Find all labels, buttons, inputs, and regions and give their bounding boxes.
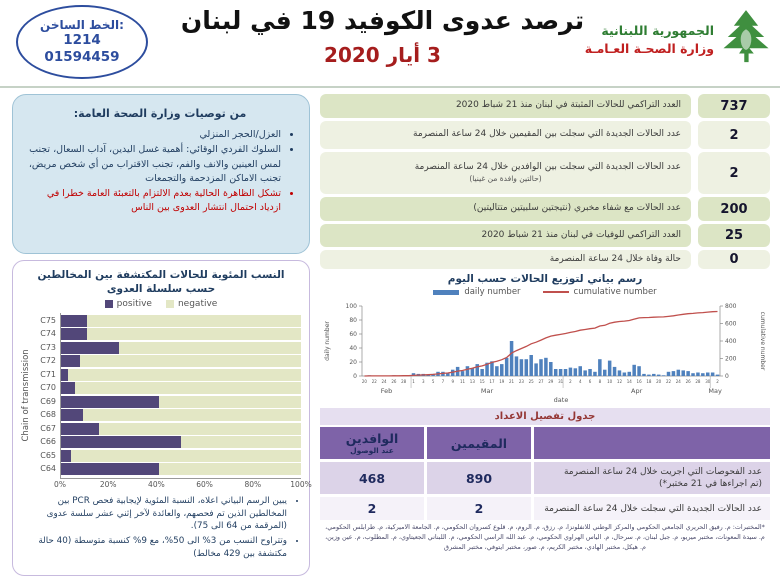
- legend-negative: [166, 299, 217, 309]
- right-tick-label: 0: [725, 373, 729, 380]
- stat-row: [320, 121, 770, 149]
- residents-value: 2: [427, 497, 531, 520]
- chain-xaxis-tick: 40%: [148, 479, 165, 489]
- chain-category-label: C75: [40, 315, 56, 325]
- daily-bar: [559, 369, 563, 376]
- chain-note-bullet: • وتتراوح النسب من 3% الى 50%، مع 9% كنسبة متوسطة (40 حالة مكتشفة بين 429 مخالط): [21, 535, 287, 561]
- daily-bar: [613, 367, 617, 376]
- left-tick-label: 40: [349, 345, 357, 352]
- month-label: Apr: [631, 387, 643, 395]
- chain-category-label: C73: [40, 342, 56, 352]
- daily-bar: [598, 359, 602, 376]
- right-tick-label: 600: [725, 320, 737, 328]
- chain-bar-track: [61, 463, 301, 475]
- legend-cumulative-label: cumulative number: [573, 287, 657, 297]
- arrivals-value: 468: [320, 462, 424, 494]
- day-tick-label: 26: [391, 379, 397, 384]
- details-table-body: [320, 427, 770, 520]
- daily-bar: [500, 364, 504, 376]
- day-tick-label: 26: [685, 379, 691, 384]
- chain-category-label: C64: [40, 464, 56, 474]
- chain-chart-legend: [21, 299, 301, 309]
- chain-bar-track: [61, 315, 301, 327]
- left-tick-label: 100: [345, 303, 357, 310]
- chain-category-label: C65: [40, 450, 56, 460]
- chain-category-label: C66: [40, 437, 56, 447]
- legend-cumulative: [543, 287, 657, 297]
- stat-label-text: عدد الحالات مع شفاء مخبري (نتيجتين سلبيتين متتاليتين): [473, 203, 681, 214]
- recommendations-list: [23, 128, 297, 216]
- left-tick-label: 60: [349, 331, 357, 338]
- header-cell-empty: [534, 427, 770, 459]
- daily-bar: [525, 359, 529, 376]
- chain-bar-positive: [61, 328, 87, 340]
- daily-bar: [716, 375, 720, 376]
- daily-bar: [505, 358, 509, 376]
- daily-bar: [564, 369, 568, 376]
- chain-chart-title: النسب المئوية للحالات المكتشفة بين المخالطين حسب سلسلة العدوى: [37, 269, 285, 296]
- daily-bar: [652, 374, 656, 376]
- stat-label-text: العدد التراكمي للحالات المثبتة في لبنان منذ 21 شباط 2020: [455, 100, 681, 111]
- chain-category-label: C72: [40, 356, 56, 366]
- stat-row: [320, 94, 770, 118]
- day-tick-label: 7: [441, 379, 445, 384]
- day-tick-label: 8: [598, 379, 602, 384]
- stat-label: [320, 250, 691, 269]
- ministry-logo: [585, 8, 772, 70]
- chain-chart-categories: [34, 313, 60, 479]
- daily-bar: [672, 371, 676, 376]
- daily-bar: [657, 375, 661, 376]
- day-tick-label: 19: [499, 379, 505, 384]
- details-table-row: [320, 497, 770, 520]
- day-tick-label: 24: [675, 379, 681, 384]
- chain-category-label: C67: [40, 423, 56, 433]
- stat-label-text: عدد الحالات الجديدة التي سجلت بين المقيمين خلال 24 ساعة المنصرمة: [413, 129, 681, 140]
- day-tick-label: 22: [371, 379, 377, 384]
- hotline-oval: [16, 5, 148, 79]
- daily-bar: [475, 364, 479, 376]
- recommendation-bullet: • تشكل الظاهرة الحالية بعدم الالتزام بالتعبئة العامة خطرا في ازدياد احتمال انتشار العدوى بين الناس: [23, 187, 281, 216]
- daily-bar: [495, 366, 499, 376]
- chain-bar-positive: [61, 315, 87, 327]
- left-column: [12, 94, 310, 576]
- daily-bar: [647, 375, 651, 376]
- daily-bar: [593, 372, 597, 376]
- daily-bar: [588, 369, 592, 376]
- row-label: [534, 497, 770, 520]
- chain-chart-ylabel: Chain of transmission: [21, 350, 31, 443]
- legend-daily: [433, 287, 520, 297]
- stat-label: [320, 152, 691, 194]
- chain-chart-xaxis: [54, 479, 312, 491]
- stat-value: 2: [698, 121, 770, 149]
- stat-label: [320, 197, 691, 221]
- day-tick-label: 4: [578, 379, 582, 384]
- right-tick-label: 400: [725, 338, 737, 345]
- day-tick-label: 12: [616, 379, 623, 384]
- day-tick-label: 28: [401, 379, 407, 384]
- header-cell: [320, 427, 424, 459]
- left-tick-label: 20: [349, 359, 357, 366]
- chain-category-label: C69: [40, 396, 56, 406]
- stat-value: 737: [698, 94, 770, 118]
- residents-value: 890: [427, 462, 531, 494]
- daily-bar: [696, 373, 700, 377]
- chain-chart-bars: [60, 313, 301, 479]
- daily-bar: [667, 372, 671, 376]
- daily-bar: [534, 363, 538, 376]
- report-content: [0, 88, 780, 576]
- stat-row: [320, 250, 770, 269]
- daily-bar: [520, 359, 524, 376]
- chain-bar-positive: [61, 396, 159, 408]
- day-tick-label: 25: [528, 379, 534, 384]
- left-tick-label: 0: [353, 373, 357, 380]
- positive-swatch-icon: [105, 300, 113, 308]
- right-tick-label: 200: [725, 355, 737, 363]
- stat-label: [320, 121, 691, 149]
- chain-bar-track: [61, 396, 301, 408]
- daily-bar: [686, 371, 690, 376]
- day-tick-label: 10: [607, 379, 613, 384]
- day-tick-label: 21: [509, 379, 515, 384]
- chain-chart-panel: [12, 260, 310, 576]
- daily-bar: [608, 361, 612, 376]
- chain-bar-track: [61, 450, 301, 462]
- day-tick-label: 15: [479, 379, 485, 384]
- day-tick-label: 13: [469, 379, 475, 384]
- negative-swatch-icon: [166, 300, 174, 308]
- header-cell: [427, 427, 531, 459]
- page-title: ترصد عدوى الكوفيد 19 في لبنان: [180, 6, 585, 35]
- daily-bar: [632, 365, 636, 376]
- row-label: [534, 462, 770, 494]
- month-label: May: [708, 387, 722, 395]
- chain-category-label: C68: [40, 410, 56, 420]
- daily-bar: [466, 366, 470, 376]
- header-cell-label: المقيمين: [450, 435, 508, 451]
- hotline-label: الخط الساخن:: [40, 18, 124, 33]
- cedar-tree-icon: [720, 8, 772, 70]
- ministry-name-line2: وزارة الصحـة العـامـة: [584, 40, 714, 56]
- details-table-title: جدول تفصيل الاعداد: [320, 408, 770, 427]
- recommendations-title: من توصيات وزارة الصحة العامة:: [73, 107, 247, 120]
- daily-bar: [628, 372, 632, 376]
- chain-category-label: C74: [40, 329, 56, 339]
- chain-xaxis-tick: 60%: [196, 479, 213, 489]
- ministry-name-line1: الجمهورية اللبنانية: [601, 22, 714, 38]
- day-tick-label: 30: [705, 379, 711, 384]
- daily-bar: [544, 358, 548, 376]
- chain-chart-notes: [21, 495, 301, 561]
- daily-bar: [662, 375, 666, 376]
- month-label: Feb: [380, 387, 393, 395]
- chain-bar-positive: [61, 382, 75, 394]
- labs-footnote: *المختبرات: م. رفيق الحريري الجامعي الحكومي والمركز الوطني للانفلونزا، م. رزق، م. الروم، م. قلوع كسروان الحكومي، م. الجامعة الاميركية، م. طرابلس الحكومي، م. سيدة المعونات، مختبر ميريو، م. جبل لبنان، م. سرحال، م. الياس الهراوي الحكومي، م. عبد الله الراسي الحكومي، م. اللبناني الجعيتاوي، م. المطلوب، م. عين وزين، م. هيكل، مختبر الهادي، مختبر الكريم، م. صور، مختبر ايتوفي، مختبر المشرق: [325, 523, 765, 551]
- ministry-logo-text: [585, 23, 714, 56]
- day-tick-label: 16: [636, 379, 642, 384]
- stat-value: 2: [698, 152, 770, 194]
- header-cell-sublabel: عند الوصول: [350, 446, 394, 455]
- stat-label: [320, 94, 691, 118]
- daily-bar: [510, 341, 514, 376]
- header-cell-label: الوافدين: [345, 431, 399, 446]
- hotline-number-short: 1214: [63, 32, 101, 49]
- daily-bar: [529, 355, 533, 376]
- day-tick-label: 31: [558, 379, 564, 384]
- chain-bar-track: [61, 436, 301, 448]
- chain-chart: [21, 313, 301, 479]
- recommendation-bullet: • العزل/الحجر المنزلي: [23, 128, 281, 142]
- stat-label-text: عدد الحالات الجديدة التي سجلت بين الوافدين خلال 24 ساعة المنصرمة: [414, 162, 681, 173]
- day-tick-label: 24: [381, 379, 387, 384]
- chain-bar-track: [61, 355, 301, 367]
- details-table-row: [320, 462, 770, 494]
- row-label-text: عدد الحالات الجديدة التي سجلت خلال 24 ساعة المنصرمة: [544, 503, 762, 514]
- chain-bar-track: [61, 328, 301, 340]
- daily-bar-swatch-icon: [433, 290, 459, 295]
- legend-positive: [105, 299, 152, 309]
- epi-curve-section: [320, 273, 770, 406]
- recommendation-bullet: • السلوك الفردي الوقائي: أهمية غسل اليدين، آداب السعال، تجنب لمس العينين والانف والفم، تجنب الاقتراب من أي شخص مريض، تجنب الاماكن المزدحمة والتجمعات: [23, 143, 281, 186]
- arrivals-value: 2: [320, 497, 424, 520]
- stat-row: [320, 197, 770, 221]
- daily-bar: [569, 368, 573, 376]
- stat-sublabel: (حالتين وافدة من غينيا): [469, 173, 542, 183]
- stat-label-text: العدد التراكمي للوفيات في لبنان منذ 21 شباط 2020: [481, 229, 681, 240]
- stats-rows: [320, 94, 770, 269]
- day-tick-label: 11: [459, 379, 466, 384]
- chain-bar-positive: [61, 355, 80, 367]
- cumulative-line-swatch-icon: [543, 291, 569, 293]
- chain-note-bullet: • يبين الرسم البياني اعلاه، النسبة المئوية لإيجابية فحص PCR بين المخالطين الذين تم فحصهم، والعائدة لآخر إثني عشر سلسة عدوى (المرقمة من 64 الى 75).: [21, 495, 287, 533]
- daily-bar: [701, 373, 705, 376]
- chain-category-label: C70: [40, 383, 56, 393]
- chain-bar-positive: [61, 423, 99, 435]
- stat-row: [320, 152, 770, 194]
- chain-bar-track: [61, 382, 301, 394]
- daily-bar: [578, 366, 582, 376]
- chain-bar-positive: [61, 342, 119, 354]
- epi-ylabel-right: cumulative number: [759, 311, 766, 371]
- report-header: [0, 0, 780, 86]
- epi-xlabel: date: [553, 396, 569, 404]
- report-date: 3 أيار 2020: [324, 43, 441, 67]
- day-tick-label: 1: [412, 379, 415, 384]
- chain-xaxis-tick: 20%: [99, 479, 117, 489]
- daily-bar: [603, 370, 607, 376]
- daily-bar: [623, 373, 627, 377]
- stat-value: 200: [698, 197, 770, 221]
- day-tick-label: 20: [656, 379, 662, 384]
- stat-label-text: حالة وفاة خلال 24 ساعة المنصرمة: [549, 253, 681, 264]
- day-tick-label: 2: [716, 379, 719, 384]
- day-tick-label: 17: [489, 379, 495, 384]
- legend-positive-label: positive: [116, 299, 152, 310]
- stat-row: [320, 224, 770, 247]
- stat-value: 0: [698, 250, 770, 269]
- day-tick-label: 29: [548, 379, 554, 384]
- stat-value: 25: [698, 224, 770, 247]
- chain-bar-positive: [61, 463, 159, 475]
- epi-curve-legend: [320, 287, 770, 297]
- epi-curve-title: رسم بياني لتوزيع الحالات حسب اليوم: [447, 273, 643, 285]
- day-tick-label: 2: [569, 379, 572, 384]
- day-tick-label: 18: [646, 379, 652, 384]
- legend-daily-label: daily number: [464, 287, 521, 297]
- chain-category-label: C71: [40, 369, 56, 379]
- daily-bar: [711, 373, 715, 377]
- epi-ylabel-left: daily number: [324, 321, 331, 361]
- chain-xaxis-tick: 0%: [54, 479, 66, 489]
- right-column: [320, 94, 770, 576]
- day-tick-label: 27: [538, 379, 544, 384]
- daily-bar: [642, 374, 646, 376]
- daily-bar: [461, 371, 465, 376]
- chain-bar-track: [61, 342, 301, 354]
- day-tick-label: 28: [695, 379, 701, 384]
- day-tick-label: 3: [422, 379, 425, 384]
- stat-label: [320, 224, 691, 247]
- day-tick-label: 23: [518, 379, 524, 384]
- chain-notes-list: [21, 495, 301, 561]
- legend-negative-label: negative: [177, 299, 218, 310]
- daily-bar: [539, 359, 543, 376]
- chain-bar-positive: [61, 369, 68, 381]
- chain-xaxis-tick: 80%: [244, 479, 262, 489]
- row-label-subtext: (تم اجراءها في 21 مختبر*): [658, 479, 762, 490]
- chain-bar-track: [61, 423, 301, 435]
- chain-bar-positive: [61, 450, 71, 462]
- chain-bar-track: [61, 369, 301, 381]
- epi-curve-chart: [320, 298, 770, 406]
- daily-bar: [471, 368, 475, 376]
- daily-bar: [583, 370, 587, 376]
- row-label-text: عدد الفحوصات التي اجريت خلال 24 ساعة المنصرمة: [563, 467, 762, 477]
- details-table-header-row: [320, 427, 770, 459]
- daily-bar: [480, 369, 484, 376]
- day-tick-label: 22: [665, 379, 672, 384]
- chain-bar-track: [61, 409, 301, 421]
- chain-xaxis-tick: 100%: [290, 479, 312, 489]
- daily-bar: [691, 373, 695, 376]
- left-tick-label: 80: [349, 317, 357, 324]
- chain-bar-positive: [61, 409, 83, 421]
- day-tick-label: 6: [588, 379, 592, 384]
- recommendations-box: [12, 94, 310, 254]
- day-tick-label: 14: [626, 379, 632, 384]
- daily-bar: [681, 370, 685, 376]
- day-tick-label: 5: [431, 379, 435, 384]
- month-label: Mar: [480, 387, 494, 395]
- details-table: [320, 408, 770, 520]
- hotline-number-long: 01594459: [44, 49, 120, 65]
- title-block: [160, 6, 605, 67]
- chain-bar-positive: [61, 436, 181, 448]
- right-tick-label: 800: [725, 303, 737, 310]
- daily-bar: [677, 370, 681, 376]
- daily-bar: [637, 366, 641, 376]
- daily-bar: [554, 369, 558, 376]
- daily-bar: [549, 362, 553, 376]
- daily-bar: [574, 368, 578, 376]
- day-tick-label: 20: [361, 379, 367, 384]
- day-tick-label: 9: [451, 379, 454, 384]
- daily-bar: [515, 356, 519, 376]
- daily-bar: [618, 370, 622, 376]
- daily-bar: [706, 373, 710, 377]
